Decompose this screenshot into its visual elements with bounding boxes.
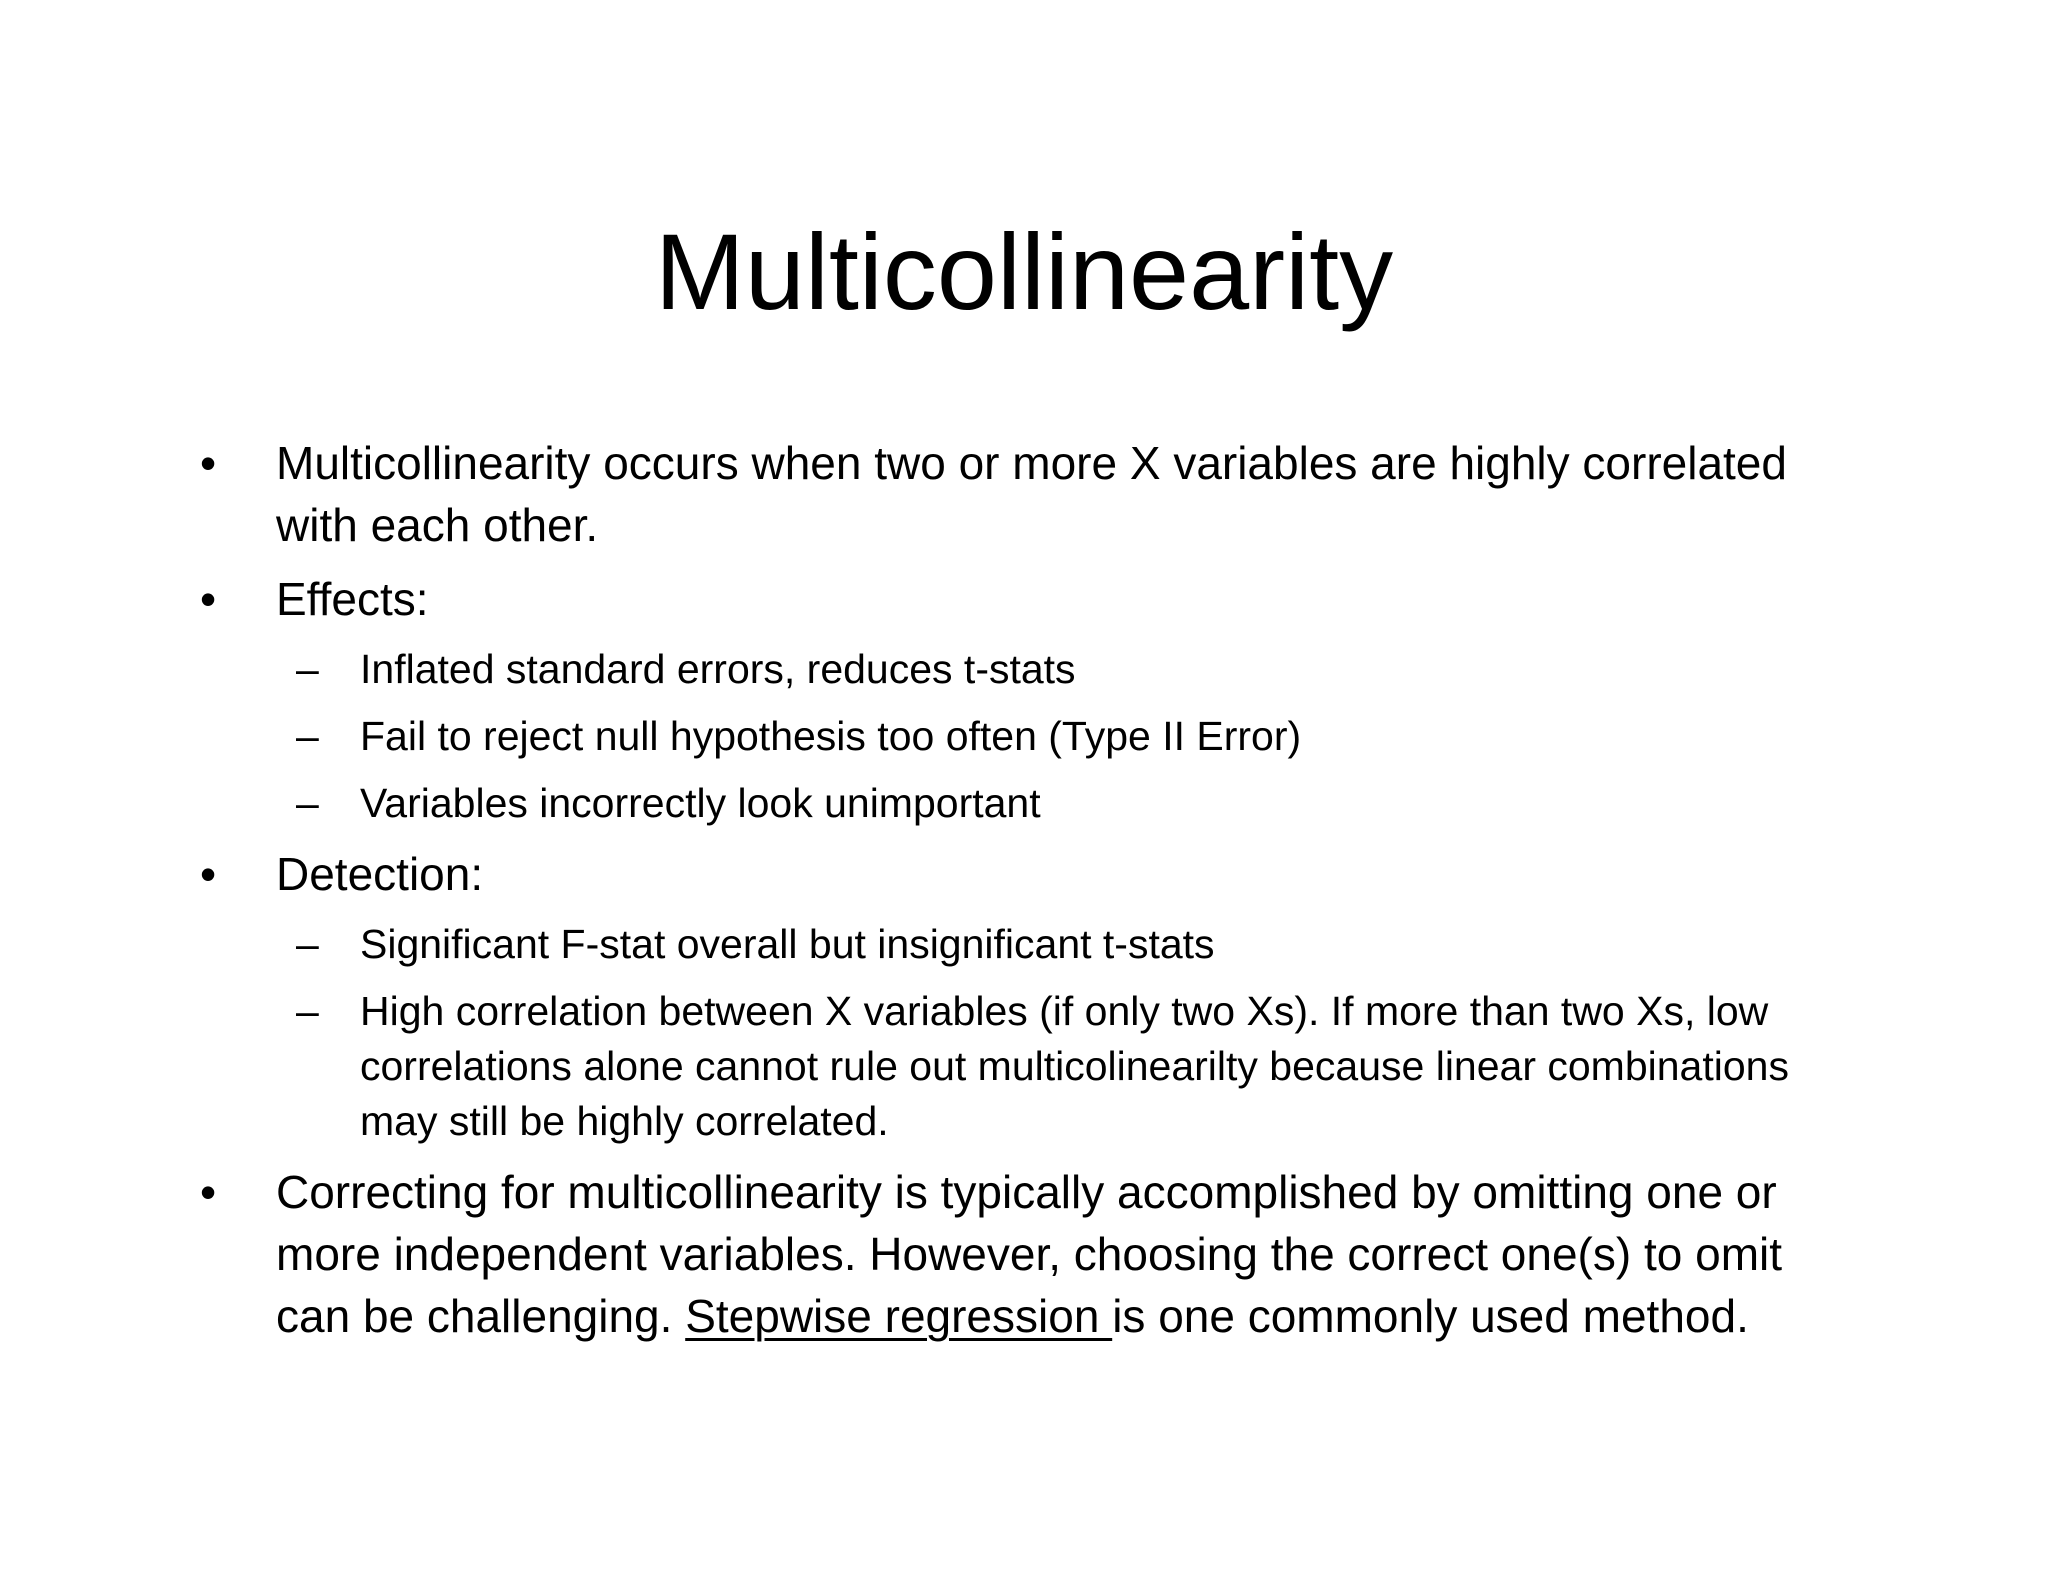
dash-icon: –	[296, 988, 319, 1034]
detection-sublist	[200, 917, 1840, 1149]
sub-bullet-text: Inflated standard errors, reduces t-stats	[360, 646, 1076, 692]
sub-bullet-item	[200, 709, 1840, 764]
slide-title: Multicollinearity	[654, 211, 1394, 332]
bullet-text-before-link: Correcting for multicollinearity is typically accomplished by omitting one or more independent variables. However, choosing the correct one(s) to omit can be challenging.	[276, 1166, 1783, 1342]
slide-body	[200, 432, 1840, 1359]
bullet-item	[200, 432, 1840, 556]
bullet-item-effects	[200, 568, 1840, 630]
stepwise-regression-link[interactable]: Stepwise regression	[685, 1290, 1113, 1342]
sub-bullet-text: Significant F-stat overall but insignificant t-stats	[360, 921, 1215, 967]
sub-bullet-text: High correlation between X variables (if only two Xs). If more than two Xs, low correlations alone cannot rule out multicolinearilty because linear combinations may still be highly correlated.	[360, 988, 1789, 1144]
bullet-icon: •	[200, 1166, 217, 1218]
sub-bullet-text: Fail to reject null hypothesis too often (Type II Error)	[360, 713, 1302, 759]
bullet-text: Multicollinearity occurs when two or more X variables are highly correlated with each other.	[276, 437, 1787, 551]
bullet-icon: •	[200, 573, 217, 625]
sub-bullet-item	[200, 984, 1840, 1149]
dash-icon: –	[296, 921, 319, 967]
bullet-text: Effects:	[276, 573, 429, 625]
sub-bullet-item	[200, 776, 1840, 831]
bullet-text	[276, 1166, 1782, 1342]
dash-icon: –	[296, 646, 319, 692]
sub-bullet-item	[200, 917, 1840, 972]
bullet-icon: •	[200, 848, 217, 900]
bullet-text-after-link: is one commonly used method.	[1112, 1290, 1749, 1342]
bullet-text: Detection:	[276, 848, 484, 900]
dash-icon: –	[296, 780, 319, 826]
effects-sublist	[200, 642, 1840, 831]
bullet-icon: •	[200, 437, 217, 489]
sub-bullet-text: Variables incorrectly look unimportant	[360, 780, 1041, 826]
bullet-item-correcting	[200, 1161, 1840, 1347]
bullet-item-detection	[200, 843, 1840, 905]
dash-icon: –	[296, 713, 319, 759]
sub-bullet-item	[200, 642, 1840, 697]
